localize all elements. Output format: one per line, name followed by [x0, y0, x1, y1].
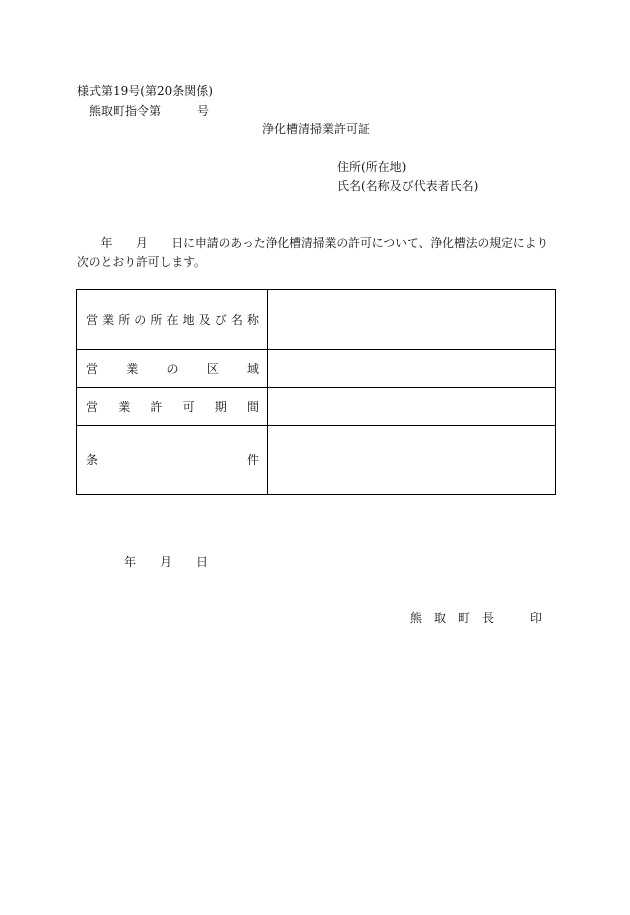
- label-character: 在: [166, 312, 179, 327]
- address-label: 住所(所在地): [337, 160, 407, 174]
- label-character: 及: [198, 312, 211, 327]
- table-row-area: [77, 349, 555, 387]
- office-location-value-cell: [268, 290, 555, 349]
- permit-table: [76, 289, 556, 495]
- label-character: 業: [126, 361, 139, 376]
- permit-period-label: [77, 388, 268, 425]
- label-character: の: [134, 312, 147, 327]
- label-character: 名: [230, 312, 243, 327]
- label-character: の: [166, 361, 179, 376]
- mayor-signature-seal: 熊 取 町 長 印: [410, 611, 543, 625]
- label-character: 業: [118, 399, 131, 414]
- label-character: 地: [182, 312, 195, 327]
- business-area-value-cell: [268, 350, 555, 387]
- conditions-value-cell: [268, 426, 555, 494]
- document-title: 浄化槽清掃業許可証: [262, 122, 371, 136]
- label-character: 域: [246, 361, 259, 376]
- table-row-office: [77, 290, 555, 349]
- body-text-line-2: 次のとおり許可します。: [77, 255, 206, 269]
- label-character: 営: [86, 361, 99, 376]
- label-character: び: [214, 312, 227, 327]
- label-character: 営: [86, 312, 99, 327]
- label-character: 件: [246, 453, 259, 467]
- conditions-label: [77, 426, 268, 494]
- name-label: 氏名(名称及び代表者氏名): [337, 179, 479, 193]
- directive-number: 熊取町指令第 号: [89, 104, 210, 118]
- label-character: 区: [206, 361, 219, 376]
- office-location-label: [77, 290, 268, 349]
- label-character: 営: [86, 399, 99, 414]
- issue-date-line: 年 月 日: [124, 555, 209, 569]
- permit-period-value-cell: [268, 388, 555, 425]
- label-character: 所: [118, 312, 131, 327]
- business-area-label: [77, 350, 268, 387]
- body-text-line-1: 年 月 日に申請のあった浄化槽清掃業の許可について、浄化槽法の規定により: [77, 236, 549, 250]
- label-character: 称: [246, 312, 259, 327]
- label-character: 許: [150, 399, 163, 414]
- label-character: 条: [86, 453, 99, 467]
- label-character: 業: [102, 312, 115, 327]
- form-number: 様式第19号(第20条関係): [77, 84, 213, 98]
- label-character: 可: [182, 399, 195, 414]
- table-row-period: [77, 387, 555, 425]
- table-row-conditions: [77, 425, 555, 494]
- label-character: 所: [150, 312, 163, 327]
- label-character: 期: [214, 399, 227, 414]
- label-character: 間: [246, 399, 259, 414]
